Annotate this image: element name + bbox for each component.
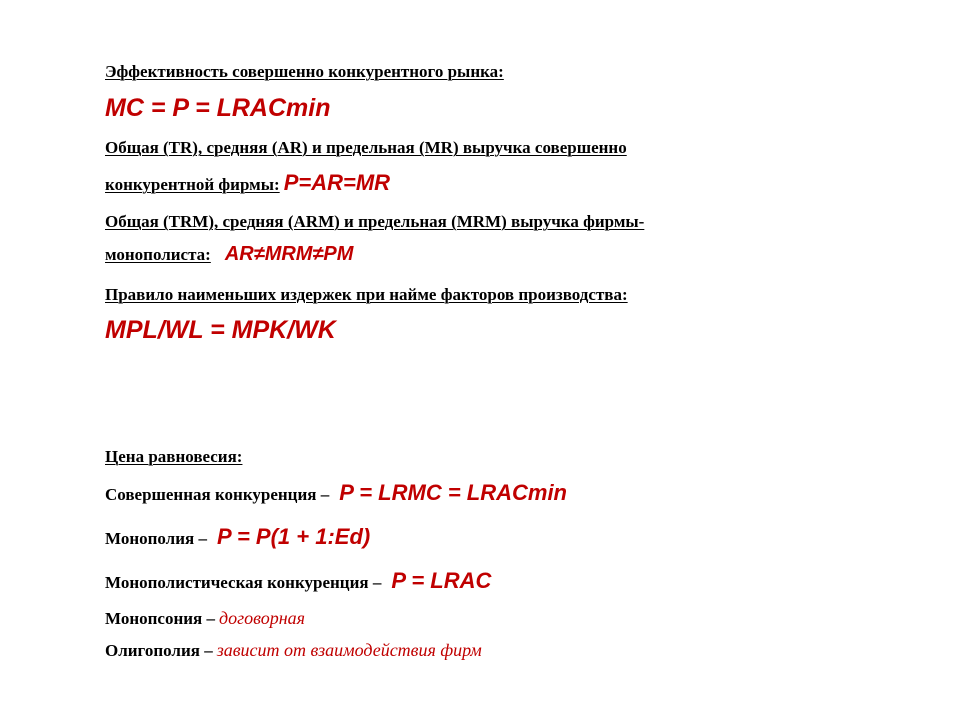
efficiency-formula: MC = P = LRACmin: [105, 94, 331, 122]
equilibrium-item-value: P = P(1 + 1:Ed): [216, 524, 371, 549]
equilibrium-item-monopoly: [105, 524, 370, 550]
monopoly-revenue-line2: монополиста:: [105, 245, 211, 264]
competitive-revenue-line2: конкурентной фирмы:: [105, 175, 280, 194]
equilibrium-item-label: Олигополия –: [105, 641, 213, 660]
monopoly-revenue-line1: Общая (TRM), средняя (ARM) и предельная (MRM) выручка фирмы-: [105, 212, 645, 231]
least-cost-heading: Правило наименьших издержек при найме факторов производства:: [105, 285, 628, 304]
competitive-revenue-row: [105, 170, 390, 196]
equilibrium-item-label: Монопсония –: [105, 609, 215, 628]
equilibrium-item-oligopoly: [105, 640, 482, 661]
competitive-revenue-line1: Общая (TR), средняя (AR) и предельная (MR) выручка совершенно: [105, 138, 627, 157]
equilibrium-item-monopsony: [105, 608, 305, 629]
equilibrium-item-monopolistic-competition: [105, 568, 491, 594]
least-cost-formula: MPL/WL = MPK/WK: [105, 316, 336, 344]
equilibrium-item-value: P = LRAC: [391, 568, 492, 593]
equilibrium-item-value: зависит от взаимодействия фирм: [216, 640, 482, 660]
equilibrium-item-label: Монополистическая конкуренция –: [105, 573, 382, 592]
equilibrium-item-value: P = LRMC = LRACmin: [339, 480, 567, 505]
efficiency-heading: Эффективность совершенно конкурентного рынка:: [105, 62, 504, 81]
equilibrium-item-perfect-competition: [105, 480, 567, 506]
equilibrium-heading: Цена равновесия:: [105, 447, 243, 466]
equilibrium-item-label: Монополия –: [105, 529, 207, 548]
equilibrium-item-value: договорная: [219, 608, 306, 628]
competitive-revenue-formula: P=AR=MR: [283, 170, 391, 195]
monopoly-revenue-row: [105, 243, 353, 266]
equilibrium-item-label: Совершенная конкуренция –: [105, 485, 330, 504]
monopoly-revenue-formula: AR≠MRM≠PM: [224, 243, 354, 265]
